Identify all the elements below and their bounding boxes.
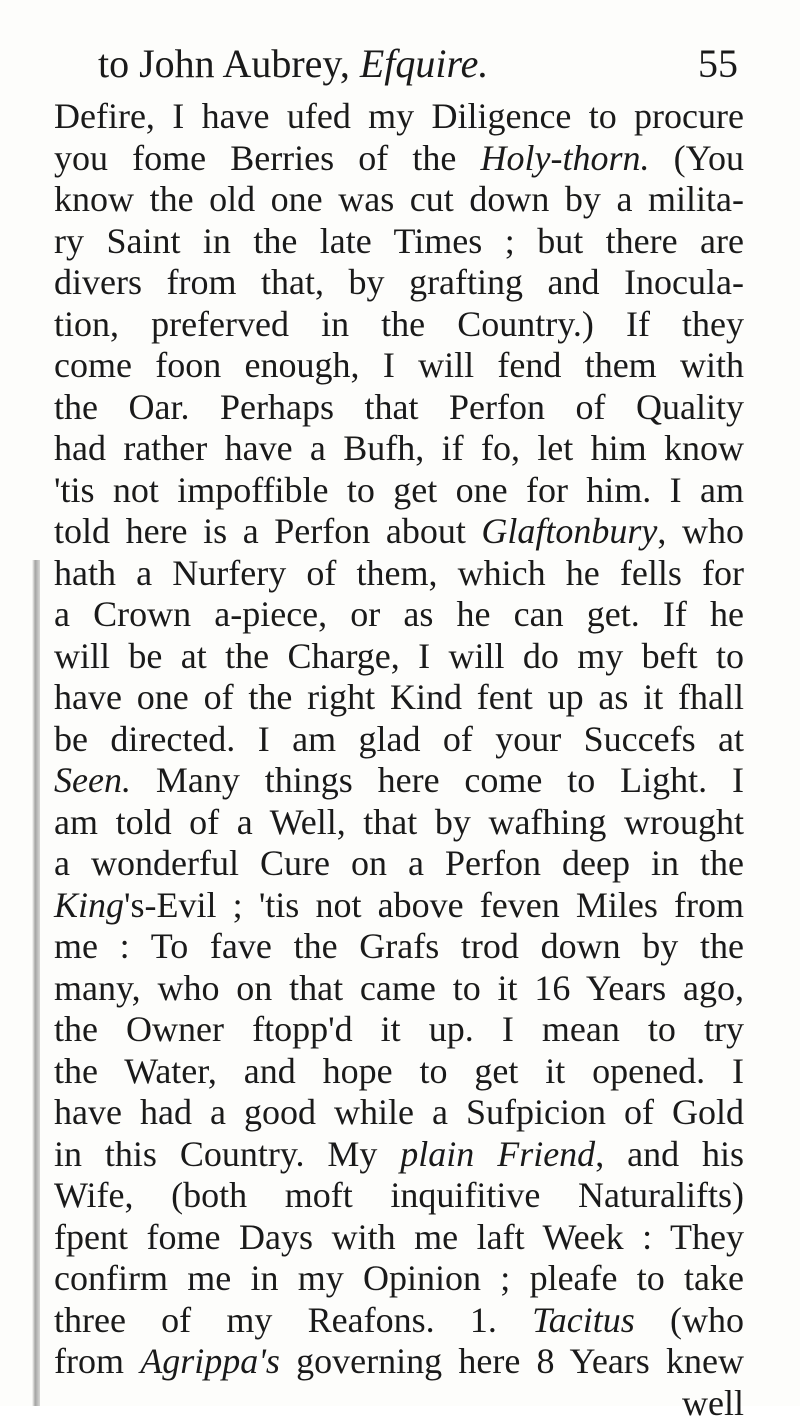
text-line: divers from that, by grafting and Inocula- — [54, 262, 744, 304]
text-line: Wife, (both moft inquifitive Naturalifts) — [54, 1175, 744, 1217]
text-line: will be at the Charge, I will do my beft to — [54, 636, 744, 678]
page-gutter-shadow — [32, 560, 40, 1406]
text-line: the Oar. Perhaps that Perfon of Quality — [54, 387, 744, 429]
text-line: told here is a Perfon about Glaftonbury, who — [54, 511, 744, 553]
text-line: have had a good while a Sufpicion of Gold — [54, 1092, 744, 1134]
text-line: have one of the right Kind fent up as it fhall — [54, 677, 744, 719]
text-line: fpent fome Days with me laft Week : They — [54, 1217, 744, 1259]
text-line: tion, preferved in the Country.) If they — [54, 304, 744, 346]
text-line: hath a Nurfery of them, which he fells for — [54, 553, 744, 595]
text-line: be directed. I am glad of your Succefs at — [54, 719, 744, 761]
body-text — [54, 96, 744, 1424]
text-line: Defire, I have ufed my Diligence to procure — [54, 96, 744, 138]
running-title-roman: to John Aubrey, — [98, 41, 350, 86]
catchword: well — [682, 1383, 744, 1423]
catchword-line — [54, 1383, 744, 1424]
text-line: come foon enough, I will fend them with — [54, 345, 744, 387]
text-line: know the old one was cut down by a milita- — [54, 179, 744, 221]
text-line: the Water, and hope to get it opened. I — [54, 1051, 744, 1093]
text-line: three of my Reafons. 1. Tacitus (who — [54, 1300, 744, 1342]
text-line: many, who on that came to it 16 Years ago, — [54, 968, 744, 1010]
text-line: am told of a Well, that by wafhing wrought — [54, 802, 744, 844]
text-line: 'tis not impoffible to get one for him. I am — [54, 470, 744, 512]
text-line: had rather have a Bufh, if fo, let him know — [54, 428, 744, 470]
text-line: me : To fave the Grafs trod down by the — [54, 926, 744, 968]
running-header — [98, 40, 738, 100]
text-line: confirm me in my Opinion ; pleafe to take — [54, 1258, 744, 1300]
text-line: the Owner ftopp'd it up. I mean to try — [54, 1009, 744, 1051]
text-line: a Crown a-piece, or as he can get. If he — [54, 594, 744, 636]
page-number: 55 — [698, 40, 738, 87]
text-line: Seen. Many things here come to Light. I — [54, 760, 744, 802]
text-line: from Agrippa's governing here 8 Years knew — [54, 1341, 744, 1383]
running-title-italic: Efquire. — [360, 41, 489, 86]
text-line: ry Saint in the late Times ; but there are — [54, 221, 744, 263]
text-line: you fome Berries of the Holy-thorn. (You — [54, 138, 744, 180]
text-line: in this Country. My plain Friend, and his — [54, 1134, 744, 1176]
running-title — [98, 40, 488, 87]
text-line: King's-Evil ; 'tis not above feven Miles from — [54, 885, 744, 927]
text-line: a wonderful Cure on a Perfon deep in the — [54, 843, 744, 885]
